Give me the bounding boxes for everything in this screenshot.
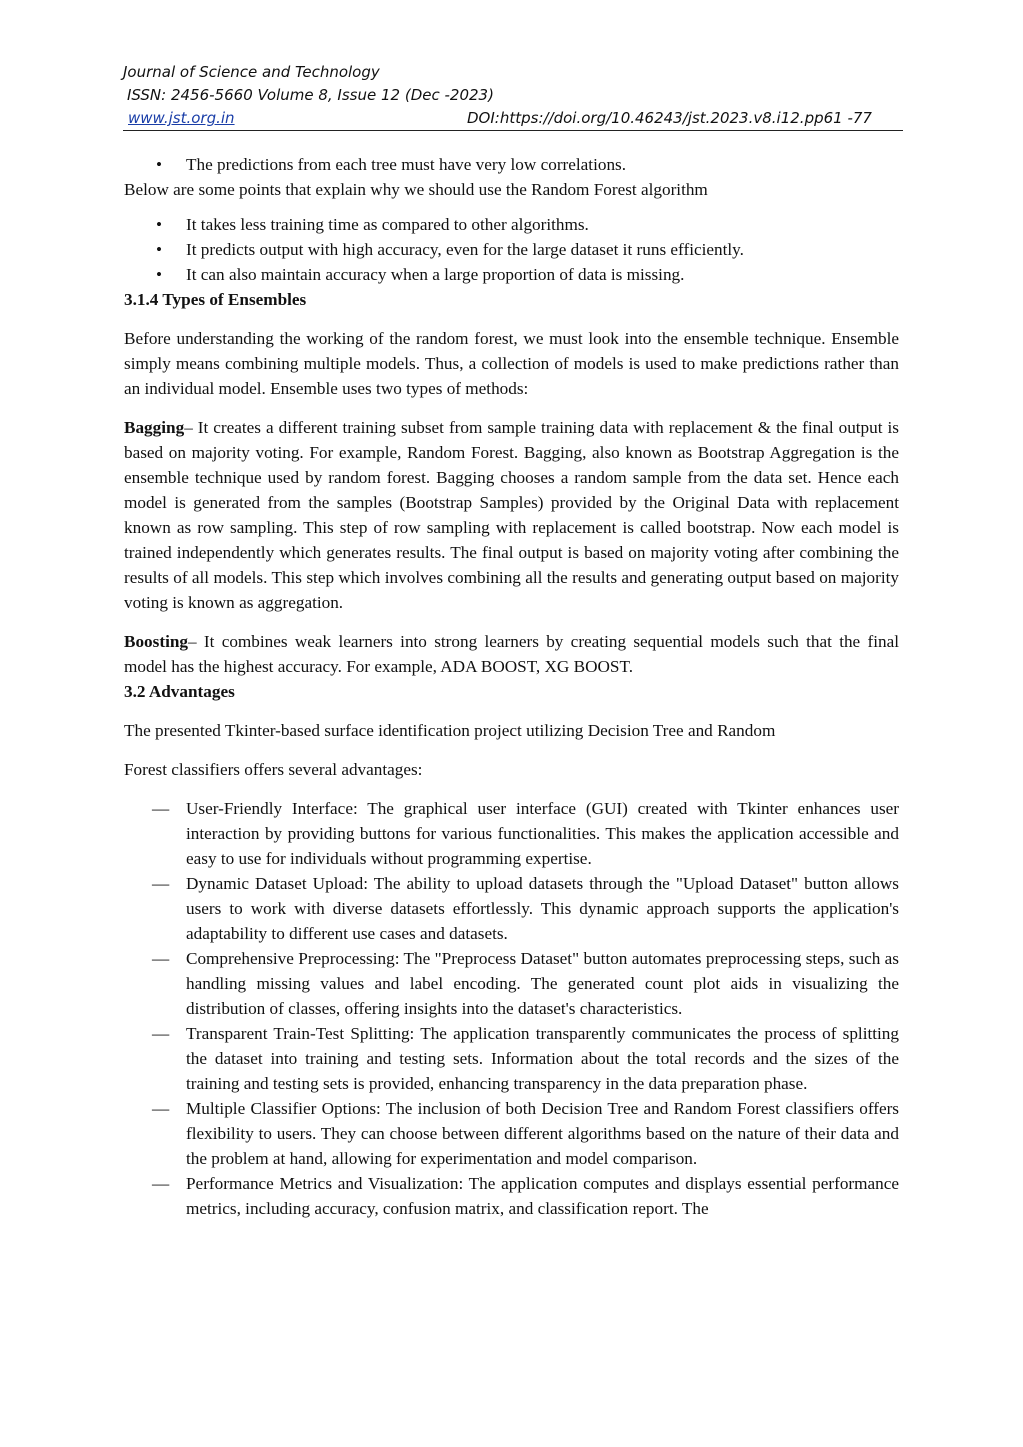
journal-title: Journal of Science and Technology [123, 63, 380, 81]
bullet-text: The predictions from each tree must have very low correlations. [186, 155, 627, 174]
term-bagging: Bagging [124, 418, 185, 437]
boosting-text: – It combines weak learners into strong learners by creating sequential models such that the final model has the highest accuracy. For example, ADA BOOST, XG BOOST. [124, 632, 899, 676]
dash-icon: — [152, 1174, 170, 1193]
list-item [124, 1096, 899, 1171]
bullet-icon: • [156, 265, 163, 284]
list-item [124, 796, 899, 871]
term-boosting: Boosting [124, 632, 188, 651]
item-text: Dynamic Dataset Upload: The ability to upload datasets through the "Upload Dataset" button allows users to work with diverse datasets effortlessly. This dynamic approach supports the application's adaptability to different use cases and datasets. [186, 874, 899, 943]
dash-icon: — [152, 949, 170, 968]
bagging-text: – It creates a different training subset from sample training data with replacement & the final output is based on majority voting. For example, Random Forest. Bagging, also known as Bootstrap Aggregation is the ensemble technique used by random forest. Bagging chooses a random sample from the data set. Hence each model is generated from the samples (Bootstrap Samples) provided by the Original Data with replacement known as row sampling. This step of row sampling with replacement is called bootstrap. Now each model is trained independently which generates results. The final output is based on majority voting after combining the results of all models. This step which involves combining all the results and generating output based on majority voting is known as aggregation. [124, 418, 899, 612]
bullet-text: It takes less training time as compared to other algorithms. [186, 215, 589, 234]
item-text: Comprehensive Preprocessing: The "Preprocess Dataset" button automates preprocessing steps, such as handling missing values and label encoding. The generated count plot aids in visualizing the distribution of classes, offering insights into the dataset's characteristics. [186, 949, 899, 1018]
dash-icon: — [152, 874, 170, 893]
list-item [124, 152, 899, 177]
list-item [124, 1021, 899, 1096]
item-text: Transparent Train-Test Splitting: The application transparently communicates the process of splitting the dataset into training and testing sets. Information about the total records and the sizes of the training and testing sets is provided, enhancing transparency in the data preparation phase. [186, 1024, 899, 1093]
why-intro: Below are some points that explain why we should use the Random Forest algorithm [124, 180, 708, 199]
bullet-text: It predicts output with high accuracy, even for the large dataset it runs efficiently. [186, 240, 744, 259]
item-text: Multiple Classifier Options: The inclusion of both Decision Tree and Random Forest classifiers offers flexibility to users. They can choose between different algorithms based on the nature of their data and the problem at hand, allowing for experimentation and model comparison. [186, 1099, 899, 1168]
list-item [124, 237, 899, 262]
dash-icon: — [152, 1099, 170, 1118]
dash-icon: — [152, 799, 170, 818]
section-heading: 3.1.4 Types of Ensembles [124, 290, 307, 309]
bullet-icon: • [156, 240, 163, 259]
journal-issn: ISSN: 2456-5660 Volume 8, Issue 12 (Dec -2023) [127, 86, 494, 104]
paragraph: Forest classifiers offers several advantages: [124, 760, 423, 779]
bullet-icon: • [156, 215, 163, 234]
item-text: Performance Metrics and Visualization: The application computes and displays essential performance metrics, including accuracy, confusion matrix, and classification report. The [186, 1174, 899, 1218]
list-item [124, 871, 899, 946]
header-rule-row [123, 109, 903, 131]
list-item [124, 946, 899, 1021]
bullet-text: It can also maintain accuracy when a large proportion of data is missing. [186, 265, 685, 284]
paragraph: The presented Tkinter-based surface identification project utilizing Decision Tree and Random [124, 721, 776, 740]
article-body [124, 152, 899, 1221]
list-item [124, 262, 899, 287]
list-item [124, 1171, 899, 1221]
paragraph [124, 415, 899, 615]
journal-website-link[interactable]: www.jst.org.in [128, 109, 235, 127]
item-text: User-Friendly Interface: The graphical user interface (GUI) created with Tkinter enhances user interaction by providing buttons for various functionalities. This makes the application accessible and easy to use for individuals without programming expertise. [186, 799, 899, 868]
dash-icon: — [152, 1024, 170, 1043]
bullet-icon: • [156, 155, 163, 174]
doi-text: DOI:https://doi.org/10.46243/jst.2023.v8.i12.pp61 -77 [467, 109, 872, 127]
section-heading: 3.2 Advantages [124, 682, 235, 701]
list-item [124, 212, 899, 237]
paragraph: Before understanding the working of the random forest, we must look into the ensemble technique. Ensemble simply means combining multiple models. Thus, a collection of models is used to make predictions rather than an individual model. Ensemble uses two types of methods: [124, 329, 899, 398]
paragraph [124, 629, 899, 679]
